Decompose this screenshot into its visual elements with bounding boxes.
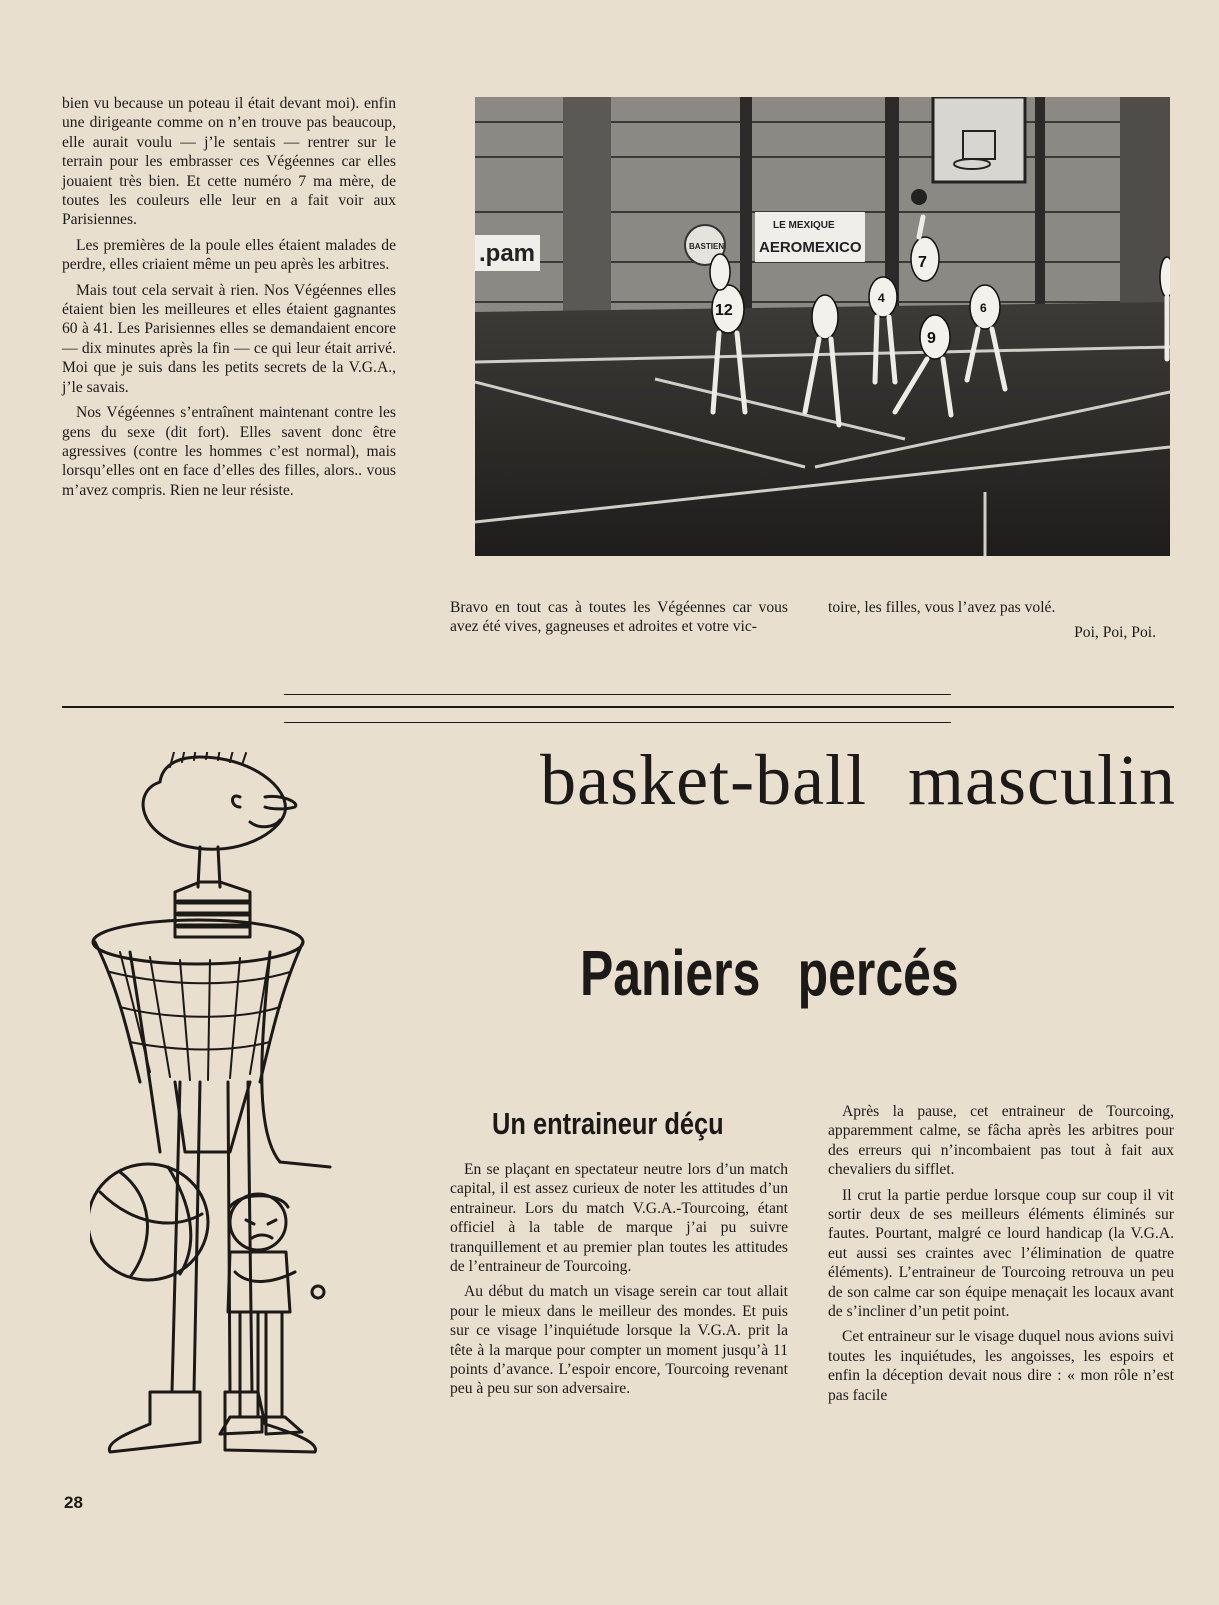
banner-pam: .pam	[479, 240, 536, 267]
section-title: Un entraineur déçu	[492, 1106, 724, 1141]
article-heading: basket-ball masculin	[540, 740, 1176, 820]
page-number: 28	[64, 1493, 83, 1512]
banner-aeromexico: AEROMEXICO	[759, 239, 862, 256]
left-column	[62, 94, 396, 506]
article-subtitle: Paniers percés	[580, 937, 959, 1009]
divider-rule-top	[284, 694, 951, 695]
right-column	[828, 1102, 1174, 1411]
basket-player-cartoon	[90, 752, 360, 1472]
middle-column	[450, 1160, 788, 1405]
banner-bastien: BASTIEN	[689, 242, 725, 251]
left-paragraph-2: Les premières de la poule elles étaient malades de perdre, elles criaient même un peu après les arbitres.	[62, 236, 396, 274]
divider-rule-bottom	[284, 722, 951, 723]
left-paragraph-4: Nos Végéennes s’entraînent maintenant contre les gens du sexe (dit fort). Elles savent donc être agressives (contre les hommes c’est normal), mais lorsqu’elles ont en face d’elles des filles, alors.. vous m’avez compris. Rien ne leur résiste.	[62, 404, 396, 499]
photo-caption-part-b	[828, 598, 1174, 649]
jersey-number-4: 4	[878, 291, 885, 305]
banner-le-mexique: LE MEXIQUE	[773, 220, 835, 231]
caption-text-a: Bravo en tout cas à toutes les Végéennes car vous avez été vives, gagneuses et adroites et votre vic-	[450, 599, 788, 636]
divider-rule-main	[62, 706, 1174, 708]
basketball-game-photo	[475, 97, 1170, 556]
middle-paragraph-1: En se plaçant en spectateur neutre lors d’un match capital, il est assez curieux de noter les attitudes d’un entraineur. Lors du match V.G.A.-Tourcoing, étant officiel à la table de marque j’ai pu suivre tranquillement et au premier plan toutes les attitudes de l’entraineur de Tourcoing.	[450, 1161, 788, 1276]
caption-text-b: toire, les filles, vous l’avez pas volé.	[828, 599, 1056, 616]
right-paragraph-3: Cet entraineur sur le visage duquel nous avions suivi toutes les inquiétudes, les angoisses, les espoirs et enfin la déception devait nous dire : « mon rôle n’est pas facile	[828, 1328, 1174, 1404]
photo-caption-part-a	[450, 598, 788, 643]
middle-paragraph-2: Au début du match un visage serein car tout allait pour le mieux dans le meilleur des mondes. Et puis sur ce visage l’inquiétude lorsque la V.G.A. prit la tête à la marque pour compter un moment jusqu’à 11 points d’avance. L’espoir encore, Tourcoing revenant peu à peu sur son adversaire.	[450, 1283, 788, 1398]
left-paragraph-3: Mais tout cela servait à rien. Nos Végéennes elles étaient bien les meilleures et elles étaient gagnantes 60 à 41. Les Parisiennes elles se demandaient encore — dix minutes après la fin — ce qui leur était arrivé. Moi que je suis dans les petits secrets de la V.G.A., j’le savais.	[62, 281, 396, 396]
right-paragraph-1: Après la pause, cet entraineur de Tourcoing, apparemment calme, se fâcha après les arbitres pour des erreurs qui n’incombaient pas tout à fait aux chevaliers du sifflet.	[828, 1103, 1174, 1179]
jersey-number-6: 6	[980, 301, 987, 315]
jersey-number-12: 12	[715, 302, 733, 319]
caption-signature: Poi, Poi, Poi.	[1074, 624, 1156, 642]
right-paragraph-2: Il crut la partie perdue lorsque coup sur coup il vit sortir deux de ses meilleurs éléments éliminés sur fautes. Pourtant, malgré ce lourd handicap (la V.G.A. eut aussi ses craintes avec l’élimination de quatre éléments). L’entraineur de Tourcoing retrouva un peu de son calme car son équipe menaçait les locaux avant de s’incliner d’un petit point.	[828, 1186, 1174, 1321]
left-paragraph-1: bien vu because un poteau il était devant moi). enfin une dirigeante comme on n’en trouve pas beaucoup, elle aurait voulu — j’le sentais — rentrer sur le terrain pour les embrasser ces Végéennes car elles jouaient très bien. Et cette numéro 7 ma mère, de toutes les couleurs elle leur en a fait voir aux Parisiennes.	[62, 95, 396, 229]
jersey-number-9: 9	[927, 330, 936, 347]
jersey-number-7: 7	[918, 254, 927, 271]
